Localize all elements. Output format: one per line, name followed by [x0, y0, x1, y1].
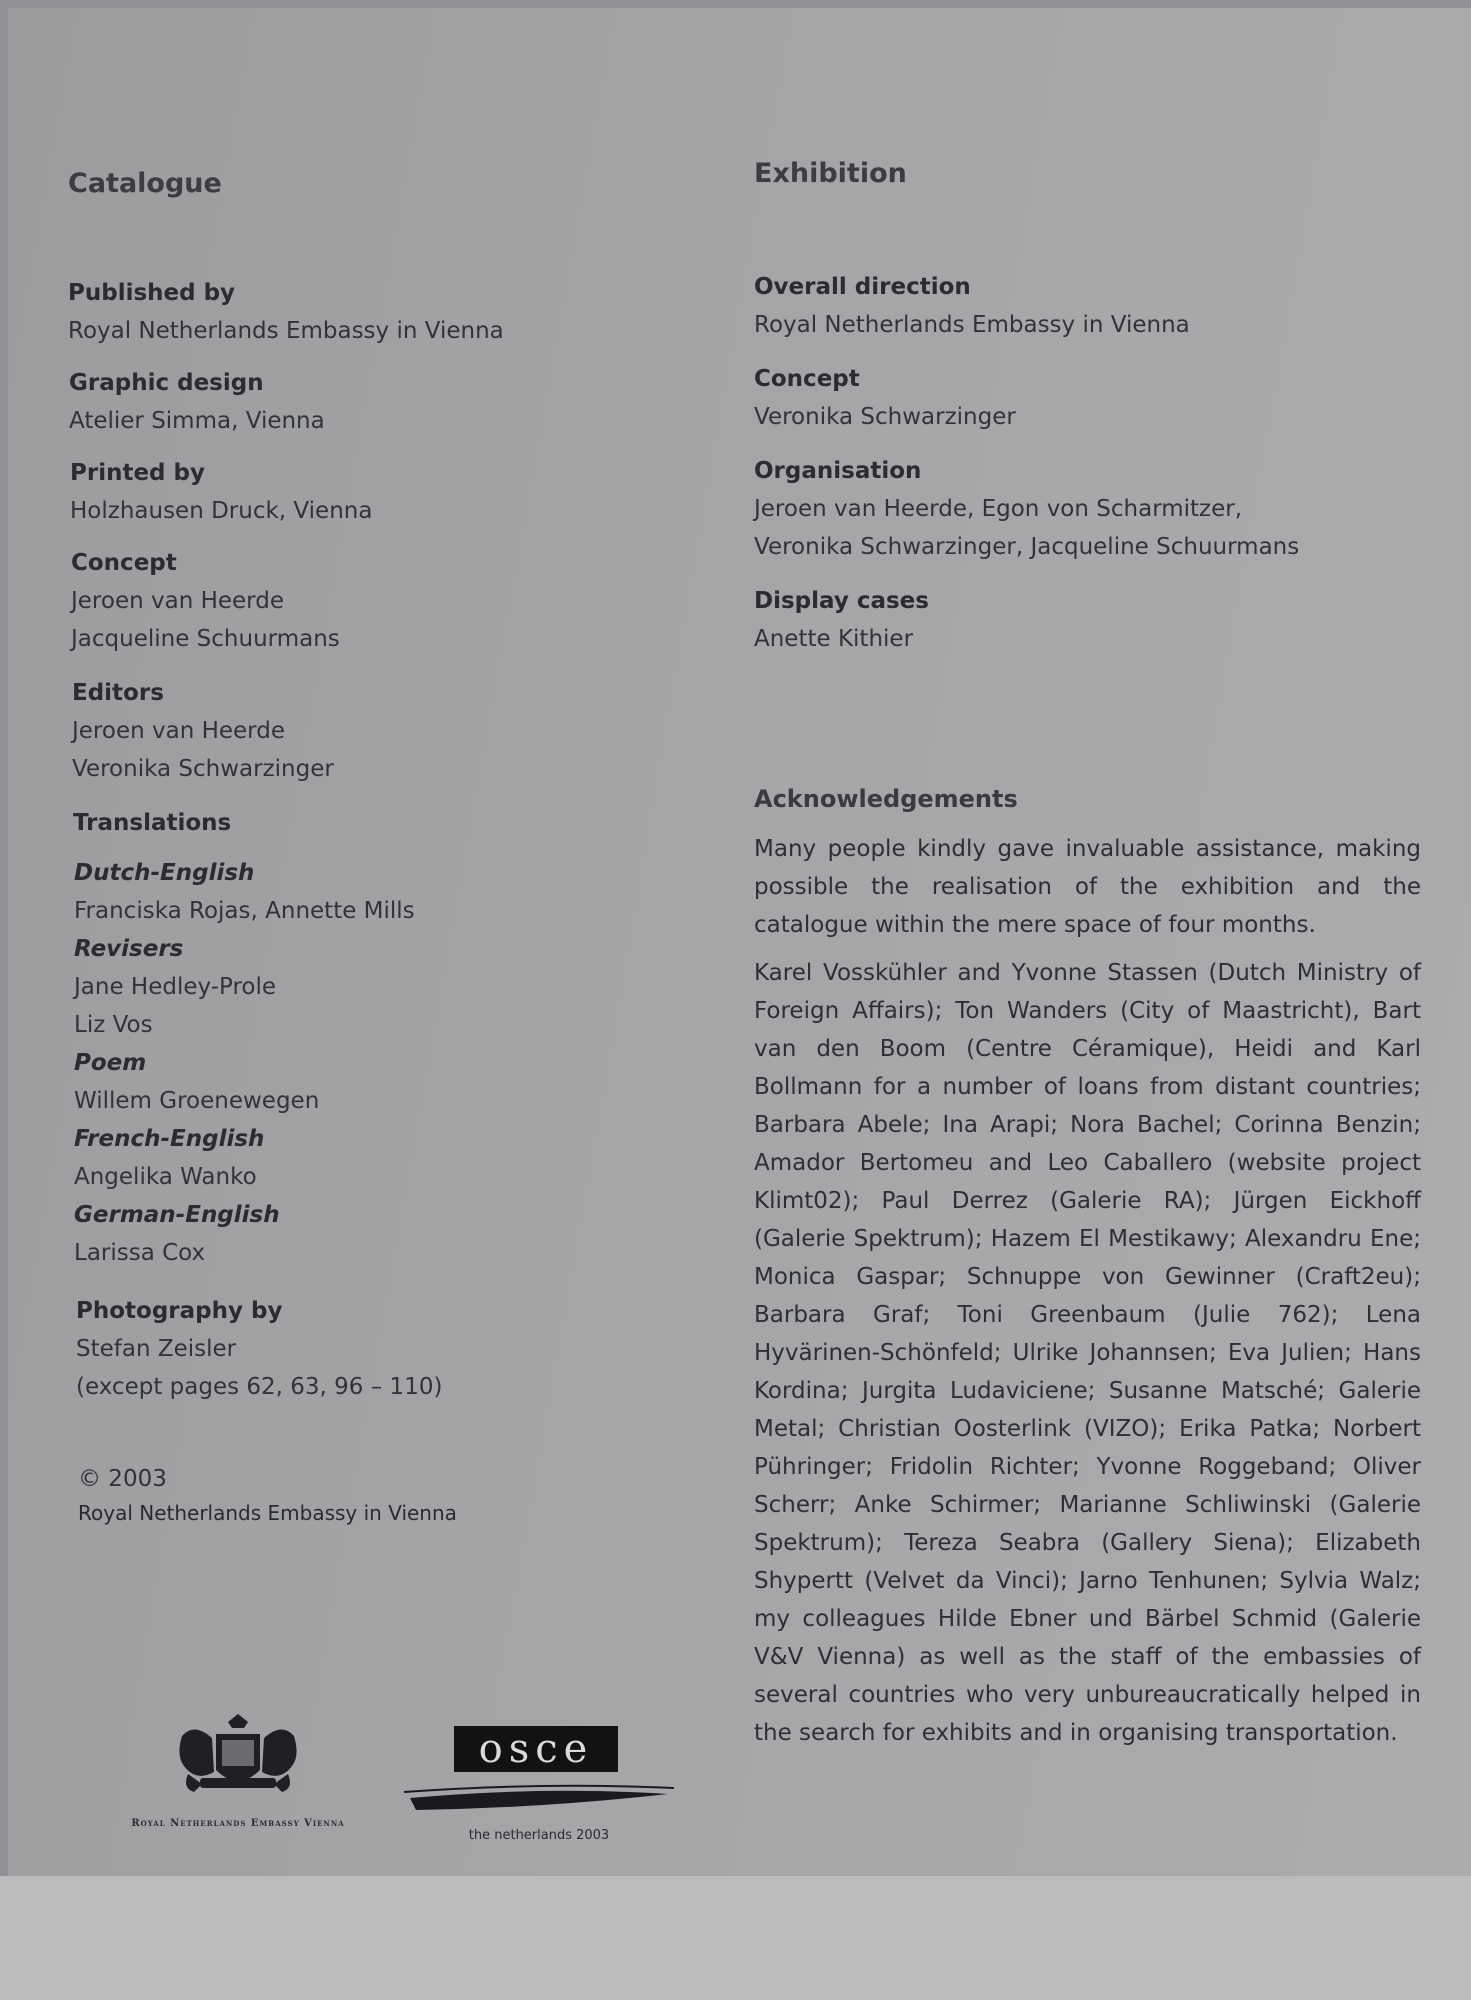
- dutch-english-value: Franciska Rojas, Annette Mills: [74, 898, 415, 924]
- exhibition-heading: Exhibition: [754, 158, 907, 189]
- photography-value-2: (except pages 62, 63, 96 – 110): [76, 1374, 443, 1400]
- published-by-value: Royal Netherlands Embassy in Vienna: [68, 318, 504, 344]
- french-english-label: French-English: [74, 1126, 265, 1152]
- acknowledgements-heading: Acknowledgements: [754, 785, 1018, 813]
- embassy-logo-text: Royal Netherlands Embassy Vienna: [131, 1818, 345, 1829]
- acknowledgements-paragraph-1: Many people kindly gave invaluable assistance, making possible the realisation of the exhibition and the catalogue within the mere space of four months.: [754, 836, 1421, 938]
- editors-label: Editors: [72, 680, 164, 706]
- display-cases-label: Display cases: [754, 588, 929, 614]
- copyright-year: © 2003: [78, 1466, 167, 1492]
- graphic-design-value: Atelier Simma, Vienna: [69, 408, 325, 434]
- copyright-holder: Royal Netherlands Embassy in Vienna: [78, 1501, 457, 1525]
- printed-by-label: Printed by: [70, 460, 205, 486]
- french-english-value: Angelika Wanko: [74, 1164, 257, 1190]
- osce-logo: [404, 1720, 684, 1850]
- editors-value-1: Jeroen van Heerde: [72, 718, 285, 744]
- revisers-value-1: Jane Hedley-Prole: [74, 974, 277, 1000]
- exhibition-column: [754, 158, 1421, 1746]
- organisation-label: Organisation: [754, 458, 922, 484]
- overall-direction-label: Overall direction: [754, 274, 971, 300]
- concept-label: Concept: [71, 550, 177, 576]
- translations-label: Translations: [73, 810, 232, 836]
- catalogue-heading: Catalogue: [68, 168, 222, 199]
- organisation-value-2: Veronika Schwarzinger, Jacqueline Schuurmans: [754, 534, 1300, 560]
- published-by-label: Published by: [68, 280, 236, 306]
- exhibition-concept-label: Concept: [754, 366, 860, 392]
- acknowledgements-paragraph-2: Karel Vosskühler and Yvonne Stassen (Dutch Ministry of Foreign Affairs); Ton Wanders (City of Maastricht), Bart van den Boom (Centre Céramique), Heidi and Karl Bollmann for a number of loans from distant countries; Barbara Abele; Ina Arapi; Nora Bachel; Corinna Benzin; Amador Bertomeu and Leo Caballero (website project Klimt02); Paul Derrez (Galerie RA); Jürgen Eickhoff (Galerie Spektrum); Hazem El Mestikawy; Alexandru Ene; Monica Gaspar; Schnuppe von Gewinner (Craft2eu); Barbara Graf; Toni Greenbaum (Julie 762); Lena Hyvärinen-Schönfeld; Ulrike Johannsen; Eva Julien; Hans Kordina; Jurgita Ludaviciene; Susanne Matsché; Galerie Metal; Christian Oosterlink (VIZO); Erika Patka; Norbert Pühringer; Fridolin Richter; Yvonne Roggeband; Oliver Scherr; Anke Schirmer; Marianne Schliwinski (Galerie Spektrum); Tereza Seabra (Gallery Siena); Elizabeth Shypertt (Velvet da Vinci); Jarno Tenhunen; Sylvia Walz; my colleagues Hilde Ebner und Bärbel Schmid (Galerie V&V Vienna) as well as the staff of the embassies of several countries who very unbureaucratically helped in the search for exhibits and in organising transportation.: [754, 960, 1421, 1746]
- dutch-english-label: Dutch-English: [74, 860, 255, 886]
- revisers-value-2: Liz Vos: [74, 1012, 153, 1038]
- german-english-label: German-English: [74, 1202, 280, 1228]
- photography-value-1: Stefan Zeisler: [76, 1336, 237, 1362]
- osce-wordmark: osce: [454, 1726, 618, 1772]
- revisers-label: Revisers: [74, 936, 184, 962]
- osce-caption: the netherlands 2003: [468, 1828, 610, 1843]
- exhibition-concept-value: Veronika Schwarzinger: [754, 404, 1016, 430]
- graphic-design-label: Graphic design: [69, 370, 264, 396]
- german-english-value: Larissa Cox: [74, 1240, 206, 1266]
- document-page: [8, 8, 1471, 1876]
- photography-label: Photography by: [76, 1298, 283, 1324]
- royal-coat-of-arms-icon: [88, 1708, 388, 1808]
- concept-value-2: Jacqueline Schuurmans: [71, 626, 340, 652]
- embassy-logo: [88, 1708, 388, 1838]
- overall-direction-value: Royal Netherlands Embassy in Vienna: [754, 312, 1190, 338]
- printed-by-value: Holzhausen Druck, Vienna: [70, 498, 373, 524]
- osce-swoosh-icon: [404, 1778, 684, 1818]
- catalogue-column: [68, 168, 588, 1525]
- display-cases-value: Anette Kithier: [754, 626, 914, 652]
- concept-value-1: Jeroen van Heerde: [71, 588, 284, 614]
- editors-value-2: Veronika Schwarzinger: [72, 756, 334, 782]
- background-surface: [0, 1876, 1471, 2000]
- organisation-value-1: Jeroen van Heerde, Egon von Scharmitzer,: [754, 496, 1243, 522]
- poem-value: Willem Groenewegen: [74, 1088, 320, 1114]
- poem-label: Poem: [74, 1050, 147, 1076]
